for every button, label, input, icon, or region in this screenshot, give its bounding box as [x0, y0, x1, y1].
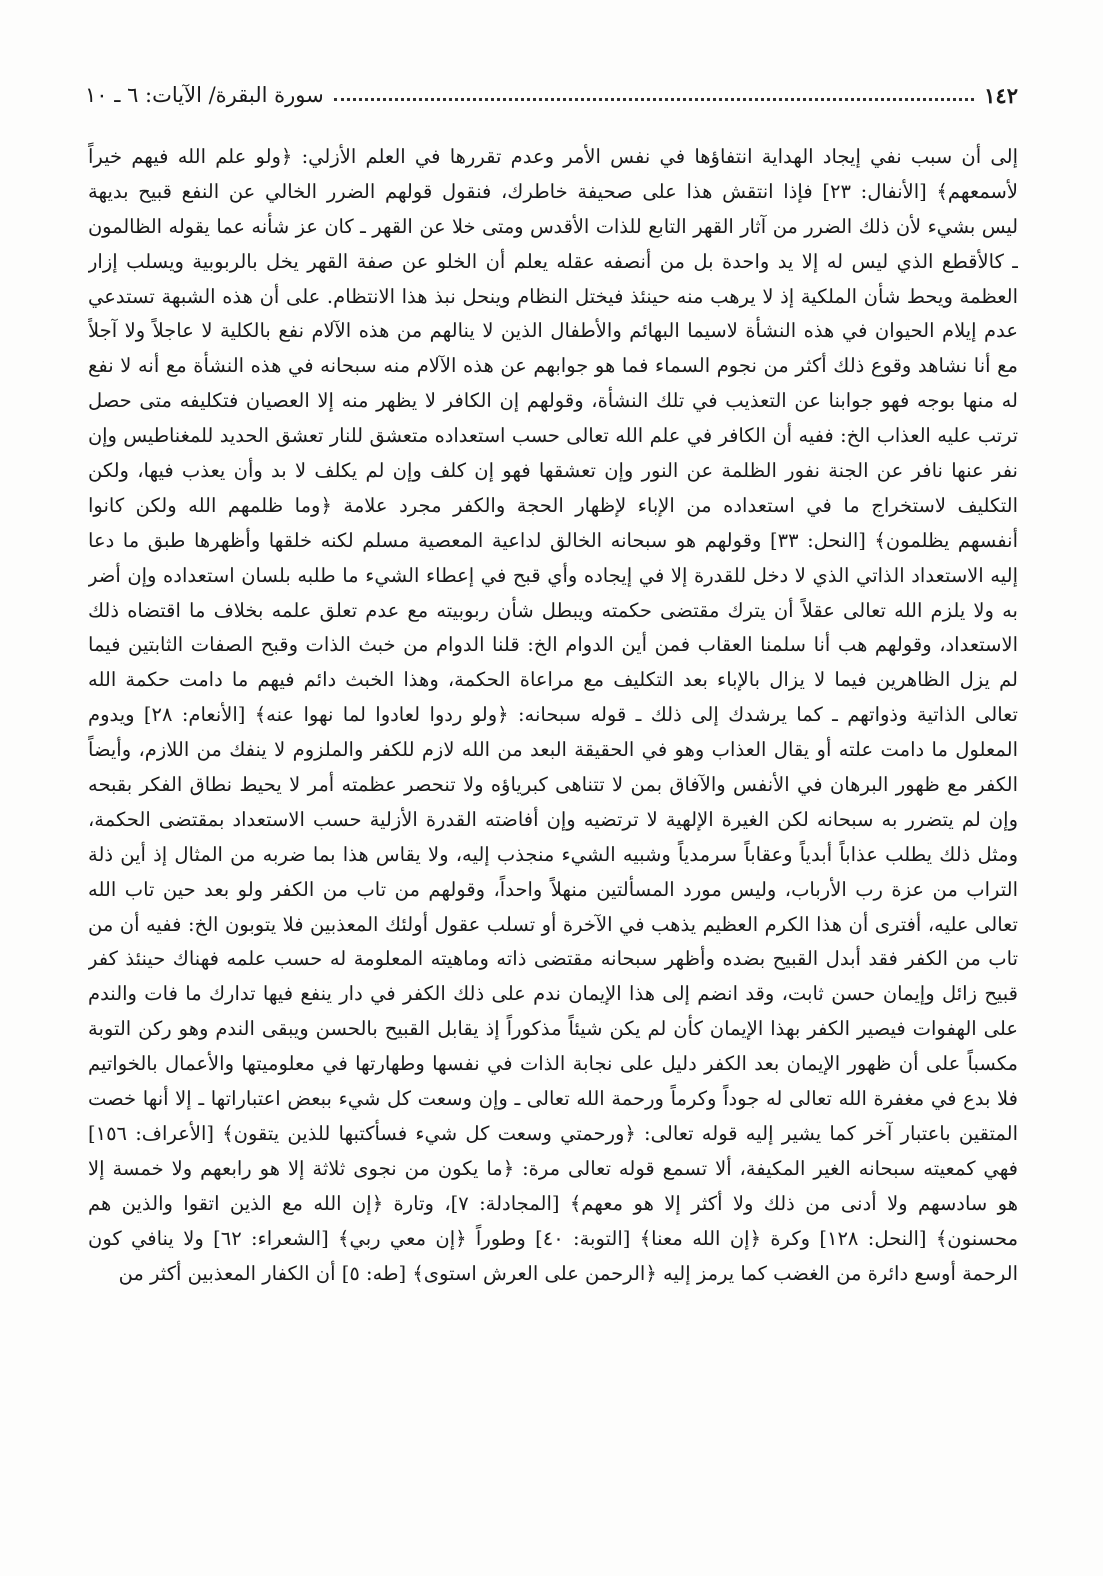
text-line: التراب من عزة رب الأرباب، وليس مورد المسألتين منهلاً واحداً، وقولهم من تاب من الكفر ولو بعد حين تاب الله: [88, 877, 1018, 901]
text-line: نفر عنها نافر عن الجنة نفور الظلمة عن النور وإن تعشقها فهو إن كلف وإن لم يكلف لا بد وأن يعذب فيها، ولكن: [88, 459, 1018, 483]
text-line: فلا بدع في مغفرة الله تعالى له جوداً وكرماً ورحمة الله تعالى ـ وإن وسعت كل شيء ببعض اعتباراتها ـ إلا أنها خصت: [88, 1087, 1018, 1111]
text-line: العظمة ويحط شأن الملكية إذ لا يرهب منه حينئذ فيختل النظام وينحل نبذ هذا الانتظام. على أن هذه الشبهة تستدعي: [88, 284, 1018, 308]
text-line: وإن لم يتضرر به سبحانه لكن الغيرة الإلهية لا ترتضيه وإن أفاضته القدرة الأزلية حسب الاستعداد بمقتضى الحكمة،: [88, 807, 1018, 831]
text-line: قبيح زائل وإيمان حسن ثابت، وقد انضم إلى هذا الإيمان ندم على ذلك الكفر في دار ينفع فيها تدارك ما فات والندم: [88, 982, 1018, 1006]
text-line: ومثل ذلك يطلب عذاباً أبدياً وعقاباً سرمدياً وشبيه الشيء منجذب إليه، ولا يقاس هذا بما ضربه من المثال إذ أين ذلة: [88, 842, 1018, 866]
text-line: إليه الاستعداد الذاتي الذي لا دخل للقدرة إلا في إيجاده وأي قبح في إعطاء الشيء ما طلبه بلسان استعداده وإن أضر: [88, 563, 1018, 587]
text-line: المتقين باعتبار آخر كما يشير إليه قوله تعالى: ﴿ورحمتي وسعت كل شيء فسأكتبها للذين يتقون﴾ [الأعراف: ١٥٦]: [88, 1121, 1018, 1145]
text-line: التكليف لاستخراج ما في استعداده من الإباء لإظهار الحجة والكفر مجرد علامة ﴿وما ظلمهم الله ولكن كانوا: [88, 493, 1018, 517]
text-line: تاب من الكفر فقد أبدل القبيح بضده وأظهر سبحانه مقتضى ذاته وماهيته المعلومة له حسب علمه فهناك حينئذ كفر: [88, 947, 1018, 971]
text-line: تعالى عليه، أفترى أن هذا الكرم العظيم يذهب في الآخرة أو تسلب عقول أولئك المعذبين فلا يتوبون الخ: ففيه أن من: [88, 912, 1018, 936]
body-text: [88, 140, 1018, 1291]
header-title: سورة البقرة/ الآيات: ٦ ـ ١٠: [85, 83, 324, 107]
text-line: ليس بشيء لأن ذلك الضرر من آثار القهر التابع للذات الأقدس ومتى خلا عن القهر ـ كان عز شأنه عما يقوله الظالمون: [88, 214, 1018, 238]
text-line: عدم إيلام الحيوان في هذه النشأة لاسيما البهائم والأطفال الذين لا ينالهم من هذه الآلام نفع بالكلية لا عاجلاً ولا آجلاً: [88, 319, 1018, 343]
text-line: تعالى الذاتية وذواتهم ـ كما يرشدك إلى ذلك ـ قوله سبحانه: ﴿ولو ردوا لعادوا لما نهوا عنه﴾ [الأنعام: ٢٨] ويدوم: [88, 703, 1018, 727]
text-line: له منها بوجه فهو جوابنا عن التعذيب في تلك النشأة، وقولهم إن الكافر لا يظهر منه إلا العصيان فتكليفه متى حصل: [88, 389, 1018, 413]
text-line: الرحمة أوسع دائرة من الغضب كما يرمز إليه ﴿الرحمن على العرش استوى﴾ [طه: ٥] أن الكفار المعذبين أكثر من: [118, 1261, 1018, 1285]
header-leader-dots: [334, 98, 974, 101]
text-line: فهي كمعيته سبحانه الغير المكيفة، ألا تسمع قوله تعالى مرة: ﴿ما يكون من نجوى ثلاثة إلا هو رابعهم ولا خمسة إلا: [88, 1156, 1018, 1180]
text-line: أنفسهم يظلمون﴾ [النحل: ٣٣] وقولهم هو سبحانه الخالق لداعية المعصية مسلم لكنه خلقها وأظهرها طبق ما دعا: [88, 528, 1018, 552]
text-line: لم يزل الظاهرين فيما لا يزال بالإباء بعد التكليف مع مراعاة الحكمة، وهذا الخبث دائم فيهم ما دامت حكمة الله: [88, 668, 1018, 692]
text-line: لأسمعهم﴾ [الأنفال: ٢٣] فإذا انتقش هذا على صحيفة خاطرك، فنقول قولهم الضرر الخالي عن النفع قبيح بديهة: [88, 179, 1018, 203]
page-number: ١٤٢: [984, 82, 1018, 108]
text-line: الكفر مع ظهور البرهان في الأنفس والآفاق بمن لا تتناهى كبرياؤه ولا تنحصر عظمته أمر لا يحيط نطاق الفكر بقبحه: [88, 773, 1018, 797]
text-line: ـ كالأقطع الذي ليس له إلا يد واحدة بل من أنصفه عقله يعلم أن الخلو عن صفة القهر يخل بالربوبية ويسلب إزار: [88, 249, 1018, 273]
text-line: هو سادسهم ولا أدنى من ذلك ولا أكثر إلا هو معهم﴾ [المجادلة: ٧]، وتارة ﴿إن الله مع الذين اتقوا والذين هم: [88, 1191, 1018, 1215]
text-line: مع أنا نشاهد وقوع ذلك أكثر من نجوم السماء فما هو جوابهم عن هذه الآلام منه سبحانه في هذه النشأة مع أنه لا نفع: [88, 354, 1018, 378]
text-line: محسنون﴾ [النحل: ١٢٨] وكرة ﴿إن الله معنا﴾ [التوبة: ٤٠] وطوراً ﴿إن معي ربي﴾ [الشعراء: ٦٢] ولا ينافي كون: [88, 1226, 1018, 1250]
text-line: إلى أن سبب نفي إيجاد الهداية انتفاؤها في نفس الأمر وعدم تقررها في العلم الأزلي: ﴿ولو علم الله فيهم خيراً: [88, 145, 1018, 168]
text-line: مكسباً على أن ظهور الإيمان بعد الكفر دليل على نجابة الذات في نفسها وطهارتها في معلوميتها والأعمال بالخواتيم: [88, 1052, 1018, 1076]
text-line: ترتب عليه العذاب الخ: ففيه أن الكافر في علم الله تعالى حسب استعداده متعشق للنار تعشق الحديد للمغناطيس وإن: [88, 424, 1018, 448]
text-line: به ولا يلزم الله تعالى عقلاً أن يترك مقتضى حكمته ويبطل شأن ربوبيته مع عدم تعلق علمه بخلاف ما اقتضاه ذلك: [88, 598, 1018, 622]
text-line: المعلول ما دامت علته أو يقال العذاب وهو في الحقيقة البعد من الله لازم للكفر والملزوم لا ينفك من اللازم، وأيضاً: [88, 738, 1018, 762]
running-header: [85, 78, 1018, 112]
text-line: الاستعداد، وقولهم هب أنا سلمنا العقاب فمن أين الدوام الخ: قلنا الدوام من خبث الذات وقبح الصفات الثابتين فيما: [88, 633, 1018, 657]
text-line: على الهفوات فيصير الكفر بهذا الإيمان كأن لم يكن شيئاً مذكوراً إذ يقابل القبيح بالحسن ويبقى الندم وهو ركن التوبة: [88, 1017, 1018, 1041]
